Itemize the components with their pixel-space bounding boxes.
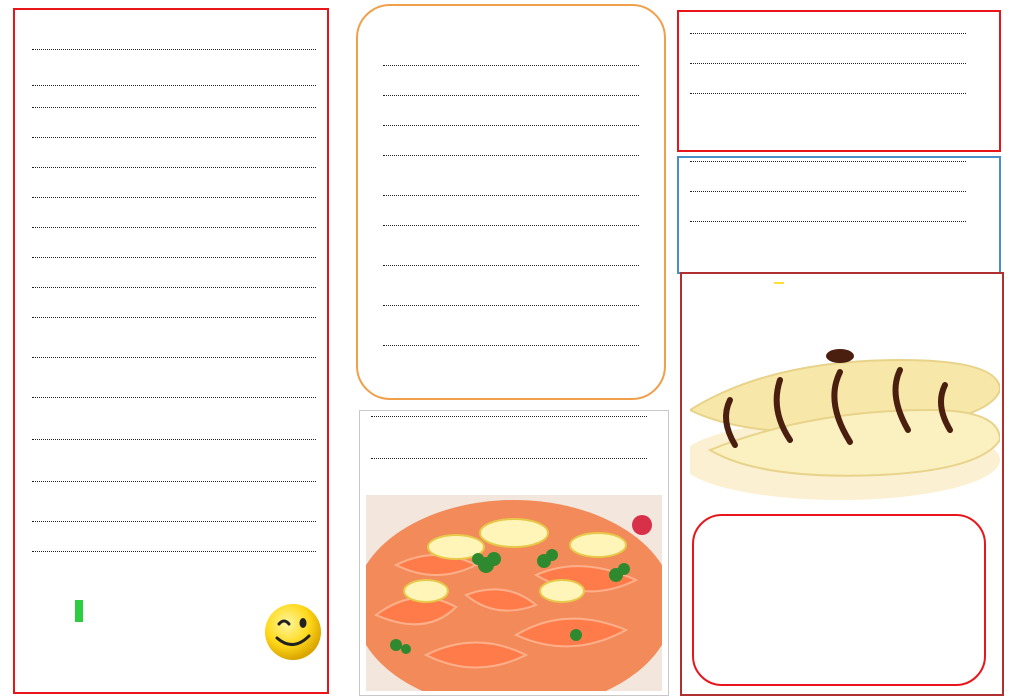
menu-item <box>29 290 319 291</box>
enfant-title <box>75 600 83 622</box>
leader-dots <box>32 357 316 358</box>
menu-item <box>29 442 319 443</box>
tomate-panel <box>13 8 329 694</box>
menu-item <box>380 198 642 199</box>
menu-item <box>29 554 319 555</box>
leader-dots <box>383 345 639 346</box>
leader-dots <box>690 161 966 162</box>
right-top-panel <box>677 10 1001 152</box>
leader-dots <box>383 125 639 126</box>
leader-dots <box>690 33 966 34</box>
leader-dots <box>690 63 966 64</box>
menu-item <box>29 52 319 53</box>
leader-dots <box>690 191 966 192</box>
leader-dots <box>32 439 316 440</box>
leader-dots <box>32 317 316 318</box>
menu-item <box>29 200 319 201</box>
menu-item <box>687 224 969 225</box>
leader-dots <box>32 257 316 258</box>
menu-item <box>687 36 969 37</box>
leader-dots <box>32 481 316 482</box>
leader-dots <box>32 397 316 398</box>
leader-dots <box>383 265 639 266</box>
leader-dots <box>383 155 639 156</box>
menu-item <box>29 260 319 261</box>
leader-dots <box>32 49 316 50</box>
leader-dots <box>371 416 647 417</box>
menu-item <box>687 164 969 165</box>
menu-item <box>687 96 969 97</box>
menu-item <box>29 230 319 231</box>
salmon-pizza-image <box>366 495 662 691</box>
menu-item <box>29 524 319 525</box>
smiley-icon <box>263 602 323 662</box>
menu-item <box>380 348 642 349</box>
menu-item <box>380 158 642 159</box>
leader-dots <box>32 107 316 108</box>
saumon-panel <box>359 410 669 696</box>
menu-item <box>380 68 642 69</box>
menu-item <box>380 268 642 269</box>
leader-dots <box>32 227 316 228</box>
leader-dots <box>32 137 316 138</box>
right-mid-panel <box>677 156 1001 274</box>
leader-dots <box>32 287 316 288</box>
menu-item <box>380 308 642 309</box>
menu-item <box>29 140 319 141</box>
menu-item <box>687 66 969 67</box>
ingredients-box <box>692 514 986 686</box>
menu-item <box>29 360 319 361</box>
leader-dots <box>32 551 316 552</box>
menu-item <box>29 484 319 485</box>
leader-dots <box>383 65 639 66</box>
menu-item <box>380 128 642 129</box>
leader-dots <box>383 95 639 96</box>
leader-dots <box>32 85 316 86</box>
leader-dots <box>383 305 639 306</box>
leader-dots <box>371 458 647 459</box>
menu-item <box>29 110 319 111</box>
menu-item <box>29 320 319 321</box>
leader-dots <box>32 521 316 522</box>
leader-dots <box>383 195 639 196</box>
leader-dots <box>383 225 639 226</box>
menu-item <box>368 461 650 462</box>
leader-dots <box>690 221 966 222</box>
leader-dots <box>32 197 316 198</box>
enfant-box <box>35 598 315 688</box>
menu-item <box>687 194 969 195</box>
dessert-section-title <box>774 282 784 284</box>
banana-pizza-image <box>690 340 1000 500</box>
menu-item <box>29 88 319 89</box>
menu-item <box>29 170 319 171</box>
menu-item <box>380 98 642 99</box>
leader-dots <box>690 93 966 94</box>
dessert-panel <box>680 272 1004 696</box>
menu-item <box>368 419 650 420</box>
creme-panel <box>356 4 666 400</box>
leader-dots <box>32 167 316 168</box>
menu-item <box>380 228 642 229</box>
menu-item <box>29 400 319 401</box>
